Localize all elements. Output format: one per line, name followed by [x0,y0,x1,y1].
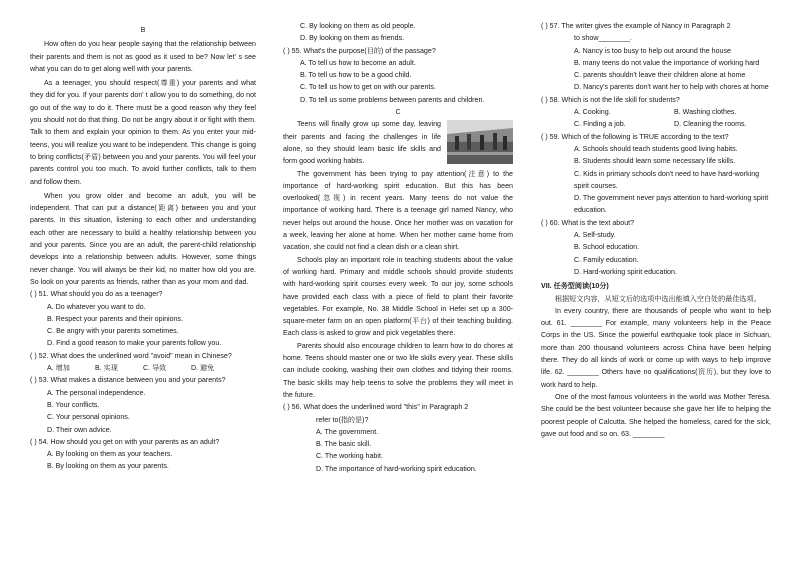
option-d: D. Find a good reason to make your parents follow you. [47,339,222,348]
options-row-1 [541,106,771,118]
question-58 [541,94,771,131]
question-stem-continued: to show________. [574,34,632,43]
passage-c-paragraph-1 [283,118,513,167]
question-stem: ( ) 57. The writer gives the example of Nancy in Paragraph 2 [541,22,731,30]
question-52 [30,350,256,375]
question-54-option-d: D. By looking on them as friends. [300,34,405,43]
option-d: D. Nancy's parents don't want her to help with chores at home [574,83,769,92]
column-right [541,20,771,440]
question-stem: ( ) 51. What should you do as a teenager? [30,290,163,299]
option-a: A. Cooking. [574,108,611,117]
passage-b-paragraph-1: How often do you hear people saying that the relationship between their parents and them is not as good as it used to be? Now let' s see what you can do to get along well with your parents. [30,40,256,73]
question-stem: ( ) 53. What makes a distance between you and your parents? [30,376,226,385]
question-stem: ( ) 60. What is the text about? [541,218,635,227]
option-c: C. To tell us how to get on with our parents. [300,83,436,92]
option-b: B. The basic skill. [316,440,372,449]
question-stem: ( ) 52. What does the underlined word "avoid" mean in Chinese? [30,351,232,360]
option-b: B. Your conflicts. [47,400,100,409]
option-b: B. To tell us how to be a good child. [300,71,412,80]
question-stem: ( ) 59. Which of the following is TRUE according to the text? [541,132,729,141]
section-heading: VII. 任务型阅读(10分) [541,282,609,291]
option-d: D. To tell us some problems between parents and children. [300,95,485,104]
option-a: A. 增加 [47,364,70,373]
option-d: D. Cleaning the rooms. [674,120,747,129]
question-60 [541,217,771,278]
question-57 [541,20,771,94]
option-a: A. Self-study. [574,231,616,240]
option-a: A. The personal independence. [47,388,146,397]
passage-d-paragraph-1: In every country, there are thousands of people who want to help out. 61. ________ For example, many volunteers help in the Peace Corps in the US. Since the powerful earthquake took place in Sichuan, more than 200 thousand volunteers across China have been helping there. They do all kinds of work or come up with ways to help improve life. 62. ________ Others have no qualifications(资历), but they love to work hard to help. [541,306,771,389]
option-c: C. parents shouldn't leave their children alone at home [574,71,746,80]
question-54 [30,436,256,473]
passage-c-heading: C [395,108,401,117]
passage-d-paragraph-2: One of the most famous volunteers in the world was Mother Teresa. She could be the best volunteer because she gave her life to helping the poorest people of Calcutta. She helped the homeless, cared for the sick, gave out food and so on. 63. ________ [541,392,771,438]
question-56 [283,401,513,475]
passage-c-paragraph-3: Schools play an important role in teaching students about the value of working hard. Primary and middle schools should provide students with hard-working spirit courses every week. To our joy, some schools have provided each class with a piece of field to plant their favorite vegetables. For example, No. 38 Middle School in Hefei set up a 300-square-meter farm on an open platform(平台) of their teaching building. Each class is asked to grow and pick vegetables there. [283,255,513,338]
option-a: A. Do whatever you want to do. [47,302,146,311]
column-left [30,0,256,473]
passage-b-paragraph-3: When you grow older and become an adult, you will be independent. That can put a distance(距离) between you and your parents. In this situation, listening to each other and understanding each other are necessary to build a healthy relationship between you and your parents. Since you are an adult, the parent-child relationship develops into a relationship between adults. However, some things never change. You will always be their kid, no matter how old you are. So look on your parents as friends, rather than as your mom and dad. [30,191,256,286]
option-a: A. To tell us how to become an adult. [300,58,416,67]
option-d: D. Hard-working spirit education. [574,267,677,276]
question-stem: ( ) 58. Which is not the life skill for students? [541,95,680,104]
option-a: A. Schools should teach students good living habits. [574,144,738,153]
question-53 [30,374,256,435]
question-stem: ( ) 55. What's the purpose(目的) of the passage? [283,46,436,55]
section-instructions: 根据短文内容，从短文后的选项中选出能填入空白处的最佳选项。 [555,294,761,303]
passage-c-paragraph-4: Parents should also encourage children to learn how to do chores at home. Teens should master one or two life skills every year. These skills can include cooking, washing their own clothes and tidying their rooms. The basic skills may help teens to solve the problems they will meet in the future. [283,341,513,399]
option-b: B. 实现 [95,364,118,373]
question-stem: ( ) 54. How should you get on with your parents as an adult? [30,437,220,446]
option-c: C. 导致 [143,364,167,373]
question-54-option-c: C. By looking on them as old people. [300,22,416,30]
passage-b-heading: B [140,26,146,34]
option-b: B. By looking on them as your parents. [47,462,169,471]
passage-c-paragraph-1-text: Teens will finally grow up some day, leaving their parents and facing the challenges in life alone, so they should learn basic life skills and form good working habits. [283,120,441,166]
option-d: D. The government never pays attention to hard-working spirit education. [574,194,769,215]
passage-c-paragraph-2: The government has been trying to pay attention(注意) to the importance of hard-working spirit education. But this has been overlooked(忽视) in recent years. Many teens do not value the importance of working hard. There is a teenage girl named Nancy, who never helps out around the house. Once her mother was on vacation for a week, leaving her alone at home. When her mother came home from vacation, she could not find a clean dish or a clean shirt. [283,169,513,252]
option-b: B. School education. [574,243,640,252]
column-middle [283,20,513,475]
option-c: C. The working habit. [316,452,383,461]
option-d: D. 避免 [191,364,215,373]
question-55 [283,45,513,106]
option-d: D. Their own advice. [47,425,112,434]
option-a: A. Nancy is too busy to help out around the house [574,46,731,55]
question-stem-continued: refer to(指的是)? [316,415,369,424]
passage-b-paragraph-2: As a teenager, you should respect(尊重) your parents and what they did for you. If your parents don' t allow you to do something, do not go out of the way to do it. There must be a good reason why they feel you should not do that thing. Do not be angry about it or fight with them. Talk to them and explain your opinion to them. As you enter your mid-teens, you will realize you want to be independent. This change is going to bring conflicts(矛盾) between you and your parents. You will feel your parents control you too much. To avoid further conflicts, talk to them and follow them. [30,79,256,186]
option-b: B. Washing clothes. [674,108,737,117]
option-c: C. Family education. [574,255,639,264]
option-a: A. By looking on them as your teachers. [47,450,173,459]
question-59 [541,131,771,217]
option-c: C. Be angry with your parents sometimes. [47,327,179,336]
question-stem: ( ) 56. What does the underlined word "this" in Paragraph 2 [283,403,469,412]
students-farming-photo [447,120,513,164]
option-c: C. Kids in primary schools don't need to have hard-working spirit courses. [574,169,760,190]
option-b: B. Respect your parents and their opinions. [47,314,184,323]
options-row-2 [541,118,771,130]
option-b: B. Students should learn some necessary life skills. [574,157,736,166]
option-c: C. Your personal opinions. [47,413,130,422]
question-51 [30,288,256,349]
option-d: D. The importance of hard-working spirit education. [316,464,477,473]
option-c: C. Finding a job. [574,120,626,129]
options-row [30,362,256,374]
option-a: A. The government. [316,427,379,436]
option-b: B. many teens do not value the importance of working hard [574,58,760,67]
